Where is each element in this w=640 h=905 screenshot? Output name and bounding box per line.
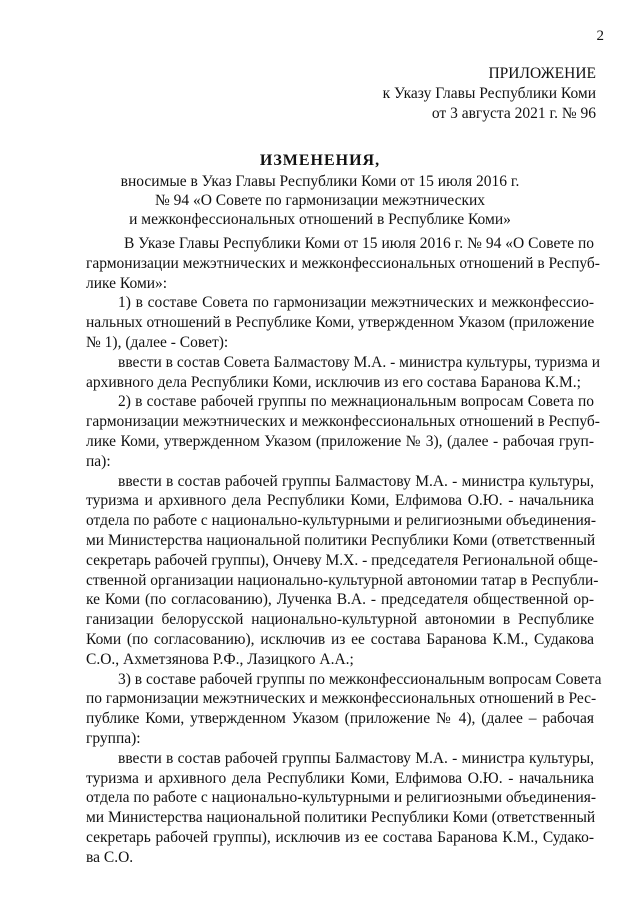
appendix-heading: ПРИЛОЖЕНИЕ (488, 65, 596, 82)
body-line: туризма и архивного дела Республики Коми, Елфимова О.Ю. - начальника (86, 492, 594, 510)
document-title-block (60, 152, 580, 229)
body-line: ввести в состав рабочей группы Балмастову М.А. - министра культуры, (118, 472, 594, 490)
document-title: ИЗМЕНЕНИЯ, (259, 152, 381, 169)
body-line: ми Министерства национальной политики Республики Коми (ответственный (86, 809, 596, 827)
body-line: ке Коми (по согласованию), Лученка В.А. - председателя общественной ор- (86, 591, 594, 609)
document-body (86, 234, 602, 868)
body-line: В Указе Главы Республики Коми от 15 июля 2016 г. № 94 «О Совете по (124, 235, 594, 252)
body-line: секретарь рабочей группы), Ончеву М.Х. - председателя Региональной обще- (86, 551, 598, 569)
body-line: лике Коми»: (86, 274, 168, 292)
body-line: № 1), (далее - Совет): (86, 333, 229, 351)
body-line: ва С.О. (86, 848, 134, 866)
page-number: 2 (596, 28, 604, 44)
body-line: по гармонизации межэтнических и межконфессиональных отношений в Рес- (86, 690, 597, 708)
appendix-line: от 3 августа 2021 г. № 96 (431, 105, 596, 122)
body-line: нальных отношений в Республике Коми, утвержденном Указом (приложение (86, 314, 595, 332)
body-line: ственной организации национально-культурной автономии татар в Республи- (86, 571, 599, 589)
body-line: гармонизации межэтнических и межконфессиональных отношений в Респуб- (86, 254, 600, 272)
body-line: 1) в составе Совета по гармонизации межэтнических и межконфессио- (118, 294, 594, 312)
body-line: отдела по работе с национально-культурными и религиозными объединения- (86, 512, 597, 530)
body-line: ми Министерства национальной политики Республики Коми (ответственный (86, 531, 596, 549)
body-line: ввести в состав Совета Балмастову М.А. - министра культуры, туризма и (118, 353, 601, 371)
body-line: ганизации белорусской национально-культурной автономии в Республике (86, 611, 594, 629)
body-line: архивного дела Республики Коми, исключив из его состава Баранова К.М.; (86, 373, 581, 391)
body-line: С.О., Ахметзянова Р.Ф., Лазицкого А.А.; (86, 650, 354, 668)
body-line: группа): (86, 729, 141, 747)
body-line: ввести в состав рабочей группы Балмастову М.А. - министра культуры, (118, 749, 594, 767)
body-line: 2) в составе рабочей группы по межнациональным вопросам Совета по (118, 393, 594, 411)
body-line: туризма и архивного дела Республики Коми, Елфимова О.Ю. - начальника (86, 769, 594, 787)
body-line: па): (86, 452, 111, 470)
appendix-header (383, 64, 596, 124)
body-line: Коми (по согласованию), исключив из ее состава Баранова К.М., Судакова (86, 630, 594, 648)
body-line: отдела по работе с национально-культурными и религиозными объединения- (86, 789, 597, 807)
body-line: публике Коми, утвержденном Указом (приложение № 4), (далее – рабочая (86, 710, 594, 728)
body-line: 3) в составе рабочей группы по межконфессиональным вопросам Совета (118, 670, 602, 688)
document-subtitle-line: № 94 «О Совете по гармонизации межэтнических (154, 192, 486, 209)
body-line: секретарь рабочей группы), исключив из ее состава Баранова К.М., Судако- (86, 828, 594, 846)
body-line: лике Коми, утвержденном Указом (приложение № 3), (далее - рабочая груп- (86, 432, 594, 450)
document-subtitle-line: и межконфессиональных отношений в Республике Коми» (129, 211, 511, 228)
document-subtitle-line: вносимые в Указ Главы Республики Коми от 15 июля 2016 г. (120, 173, 520, 190)
appendix-line: к Указу Главы Республики Коми (382, 85, 596, 102)
body-line: гармонизации межэтнических и межконфессиональных отношений в Респуб- (86, 413, 600, 431)
